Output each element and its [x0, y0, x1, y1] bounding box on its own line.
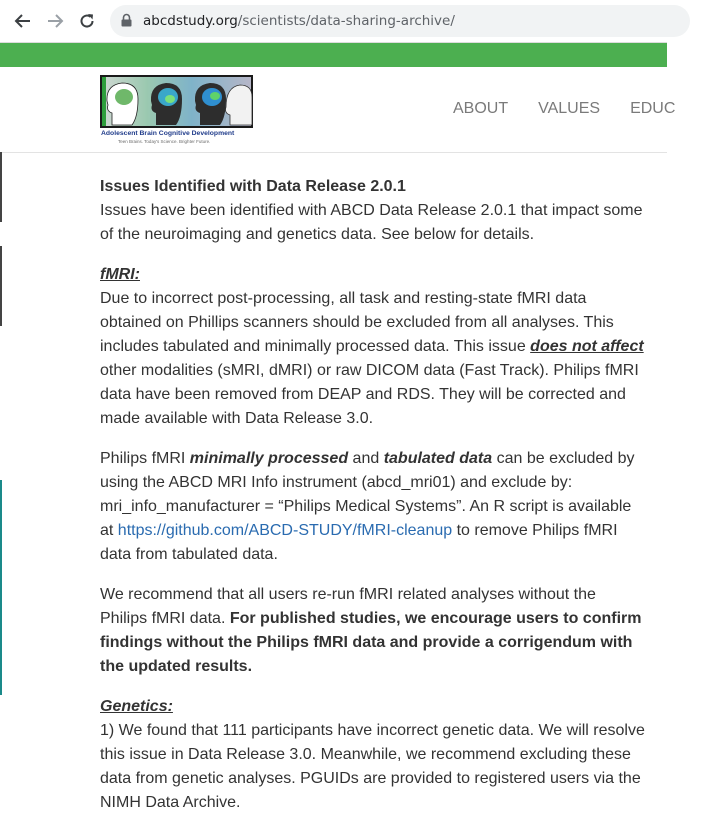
logo-image — [100, 75, 253, 128]
emphasis-does-not-affect: does not affect — [530, 338, 644, 355]
fmri-cleanup-link[interactable]: https://github.com/ABCD-STUDY/fMRI-cleanup — [117, 522, 453, 539]
article-title: Issues Identified with Data Release 2.0.1 — [100, 178, 406, 195]
url-path: /scientists/data-sharing-archive/ — [237, 13, 455, 29]
site-top-bar — [0, 43, 667, 67]
abcd-logo[interactable] — [100, 75, 260, 145]
emphasis-minimally-processed: minimally processed — [189, 450, 349, 467]
edge-artifact — [0, 480, 2, 695]
reload-icon — [79, 13, 95, 29]
arrow-right-icon — [47, 13, 63, 29]
site-header — [0, 67, 676, 153]
url-host: abcdstudy.org — [143, 13, 238, 29]
forward-button[interactable] — [42, 8, 68, 34]
fmri-heading: fMRI: — [100, 266, 140, 283]
nav-item-education[interactable]: EDUC — [630, 100, 676, 117]
article-content — [100, 175, 645, 831]
fmri-paragraph-3: We recommend that all users re-run fMRI related analyses without the Philips fMRI data. For published studies, we encourage users to confirm findings without the Philips fMRI data and provide a corrigendum with the updated results. — [100, 586, 642, 675]
browser-toolbar — [0, 0, 667, 43]
main-nav — [453, 100, 705, 118]
intro-text: Issues have been identified with ABCD Data Release 2.0.1 that impact some of the neuroimaging and genetics data. See below for details. — [100, 202, 643, 243]
lock-icon — [121, 14, 132, 27]
address-bar[interactable] — [110, 5, 690, 37]
logo-tagline: Teen Brains. Today's Science. Brighter Future. — [118, 139, 211, 144]
reload-button[interactable] — [74, 8, 100, 34]
genetics-heading: Genetics: — [100, 698, 173, 715]
fmri-paragraph-2: Philips fMRI minimally processed and tabulated data can be excluded by using the ABCD MRI Info instrument (abcd_mri01) and exclude by: mri_info_manufacturer = “Philips Medical Systems”. An R script is available at https://github.com/ABCD-STUDY/fMRI-cleanup to remove Philips fMRI data from tabulated data. — [100, 450, 635, 563]
intro-paragraph — [100, 175, 645, 247]
emphasis-tabulated-data: tabulated data — [383, 450, 493, 467]
logo-name: Adolescent Brain Cognitive Development — [101, 130, 235, 137]
arrow-left-icon — [15, 13, 31, 29]
edge-artifact — [0, 152, 2, 222]
fmri-paragraph-1: fMRI: Due to incorrect post-processing, all task and resting-state fMRI data obtained on Phillips scanners should be excluded from all analyses. This includes tabulated and minimally processed data. This issue does not affect other modalities (sMRI, dMRI) or raw DICOM data (Fast Track). Philips fMRI data have been removed from DEAP and RDS. They will be corrected and made available with Data Release 3.0. — [100, 263, 645, 431]
nav-item-values[interactable]: VALUES — [538, 100, 601, 117]
url-text — [143, 12, 455, 30]
recommendation-bold: For published studies, we encourage users to confirm findings without the Philips fMRI data and provide a corrigendum with the updated results. — [100, 610, 642, 675]
back-button[interactable] — [10, 8, 36, 34]
genetics-paragraph-1: Genetics: 1) We found that 111 participants have incorrect genetic data. We will resolve this issue in Data Release 3.0. Meanwhile, we recommend excluding these data from genetic analyses. PGUIDs are provided to registered users via the NIMH Data Archive. — [100, 695, 645, 815]
brain-silhouettes-icon — [102, 77, 252, 127]
nav-item-about[interactable]: ABOUT — [453, 100, 509, 117]
edge-artifact — [0, 246, 2, 326]
